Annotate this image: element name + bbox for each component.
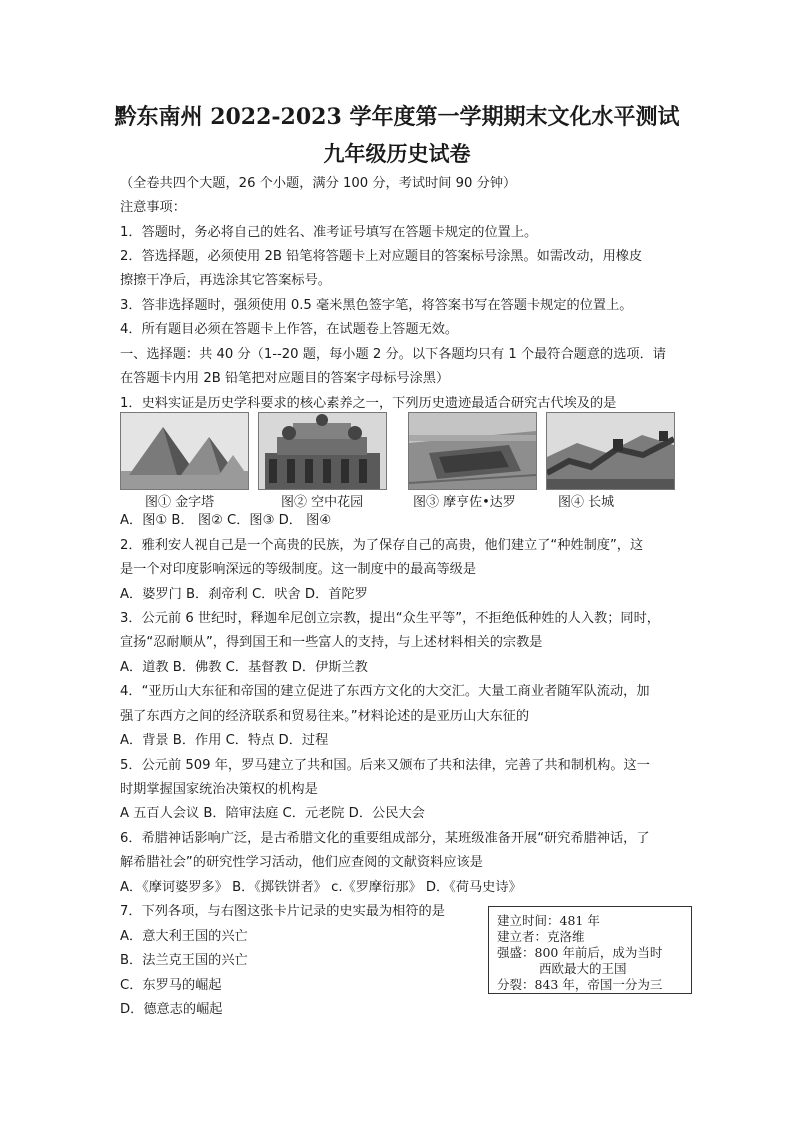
figure-1-caption: 图① 金字塔	[145, 495, 215, 510]
question-6-stem: 6．希腊神话影响广泛，是古希腊文化的重要组成部分，某班级准备开展“研究希腊神话，了	[120, 831, 650, 846]
notice-item-1: 1．答题时，务必将自己的姓名、准考证号填写在答题卡规定的位置上。	[120, 225, 538, 240]
great-wall-image	[546, 412, 675, 490]
notice-item-2: 2．答选择题，必须使用 2B 铅笔将答题卡上对应题目的答案标号涂黑。如需改动，用橡皮	[120, 249, 643, 264]
history-card	[488, 906, 692, 994]
figure-3-caption: 图③ 摩亨佐•达罗	[413, 495, 516, 510]
question-5-options: A 五百人会议 B．陪审法庭 C．元老院 D．公民大会	[120, 806, 425, 821]
question-3-stem-cont: 宣扬“忍耐顺从”，得到国王和一些富人的支持，与上述材料相关的宗教是	[120, 635, 543, 650]
question-2-stem-cont: 是一个对印度影响深远的等级制度。这一制度中的最高等级是	[120, 562, 477, 577]
pyramid-image	[120, 412, 249, 490]
question-1-stem: 1．史料实证是历史学科要求的核心素养之一，下列历史遗迹最适合研究古代埃及的是	[120, 396, 617, 411]
figure-4-caption: 图④ 长城	[558, 495, 615, 510]
card-line-founded: 建立时间：481 年	[497, 913, 600, 928]
question-3-stem: 3．公元前 6 世纪时，释迦牟尼创立宗教，提出“众生平等”，不拒绝低种姓的人入教；同时，	[120, 611, 660, 626]
question-2-stem: 2．雅利安人视自己是一个高贵的民族，为了保存自己的高贵，他们建立了“种姓制度”，这	[120, 538, 644, 553]
question-6-options: A．《摩诃婆罗多》 B．《掷铁饼者》 c.《罗摩衍那》 D．《荷马史诗》	[120, 880, 522, 895]
question-7-option-c: C．东罗马的崛起	[120, 978, 222, 993]
hanging-gardens-image	[258, 412, 387, 490]
question-7-option-d: D．德意志的崛起	[120, 1002, 223, 1017]
question-4-stem: 4．“亚历山大东征和帝国的建立促进了东西方文化的大交汇。大量工商业者随军队流动，加	[120, 684, 650, 699]
card-line-peak-cont: 西欧最大的王国	[539, 961, 627, 976]
notice-item-3: 3．答非选择题时，强须使用 0.5 毫米黑色签字笔，将答案书写在答题卡规定的位置上。	[120, 298, 633, 313]
card-line-split: 分裂：843 年，帝国一分为三	[497, 977, 663, 992]
section-heading: 一、选择题：共 40 分（1--20 题，每小题 2 分。以下各题均只有 1 个最符合题意的选项．请	[120, 347, 666, 362]
question-1-options: A．图① B． 图② C．图③ D． 图④	[120, 513, 332, 528]
notice-item-4: 4．所有题目必须在答题卡上作答，在试题卷上答题无效。	[120, 322, 459, 337]
card-line-peak: 强盛：800 年前后，成为当时	[497, 945, 663, 960]
exam-subtitle: 九年级历史试卷	[323, 141, 471, 166]
question-3-options: A．道教 B．佛教 C．基督教 D．伊斯兰教	[120, 660, 368, 675]
card-line-founder: 建立者：克洛维	[497, 929, 585, 944]
question-7-option-a: A．意大利王国的兴亡	[120, 929, 248, 944]
exam-title: 黔东南州 2022-2023 学年度第一学期期末文化水平测试	[114, 104, 680, 130]
question-7-stem: 7．下列各项，与右图这张卡片记录的史实最为相符的是	[120, 904, 445, 919]
question-7-option-b: B．法兰克王国的兴亡	[120, 953, 248, 968]
figure-2-caption: 图② 空中花园	[281, 495, 364, 510]
exam-info: （全卷共四个大题，26 个小题，满分 100 分，考试时间 90 分钟）	[120, 176, 517, 191]
question-4-options: A．背景 B．作用 C．特点 D．过程	[120, 733, 329, 748]
mohenjo-daro-image	[408, 412, 537, 490]
question-6-stem-cont: 解希腊社会”的研究性学习活动，他们应查阅的文献资料应该是	[120, 855, 483, 870]
question-4-stem-cont: 强了东西方之间的经济联系和贸易往来。”材料论述的是亚历山大东征的	[120, 709, 530, 724]
section-heading-cont: 在答题卡内用 2B 铅笔把对应题目的答案字母标号涂黑）	[120, 371, 450, 386]
question-5-stem-cont: 时期掌握国家统治决策权的机构是	[120, 782, 318, 797]
question-1-figures	[118, 412, 678, 512]
notice-title: 注意事项：	[120, 200, 186, 215]
question-5-stem: 5．公元前 509 年，罗马建立了共和国。后来又颁布了共和法律，完善了共和制机构。这一	[120, 758, 650, 773]
question-2-options: A．婆罗门 B．刹帝利 C．吠舍 D．首陀罗	[120, 587, 368, 602]
notice-item-2-cont: 擦擦干净后，再选涂其它答案标号。	[120, 273, 331, 288]
